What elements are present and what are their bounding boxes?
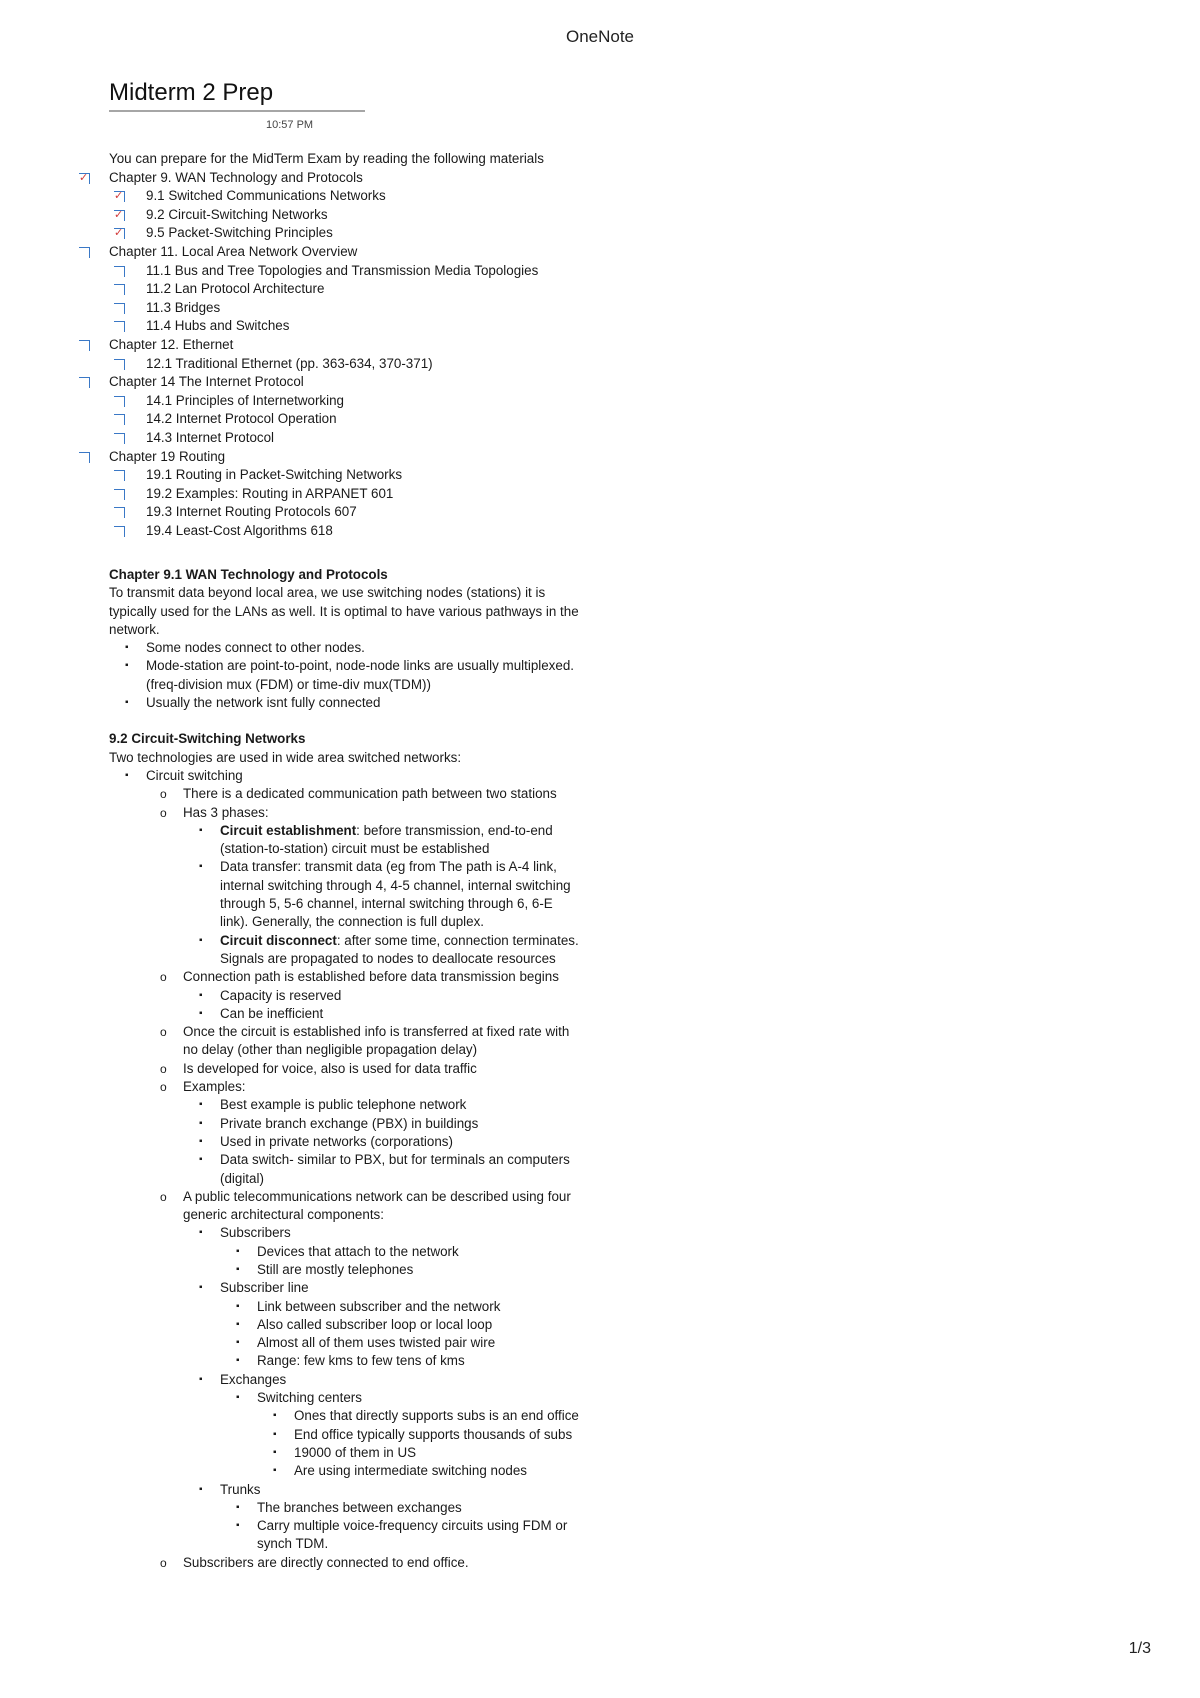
todo-label: 11.3 Bridges [146,299,221,315]
todo-label: 11.4 Hubs and Switches [146,318,290,334]
todo-label: 14.2 Internet Protocol Operation [146,411,337,427]
checkmark-icon: ✓ [114,208,124,221]
list-item: ▪ Some nodes connect to other nodes. [109,639,579,657]
sub-list [220,1298,579,1371]
checkbox-icon[interactable] [114,228,125,239]
list-item [146,968,579,1023]
todo-item [109,280,669,299]
sub-list [183,987,579,1024]
checkmark-icon: ✓ [114,227,124,240]
list-item [183,1279,579,1370]
todo-label: 9.2 Circuit-Switching Networks [146,206,328,222]
checkbox-icon[interactable] [114,396,125,407]
checkbox-icon[interactable] [114,526,125,537]
list-item [183,822,579,859]
list-item: ▪ Also called subscriber loop or local loop [220,1316,579,1334]
list-text: A public telecommunications network can be described using four generic architectural components: [183,1188,571,1223]
todo-label: 19.4 Least-Cost Algorithms 618 [146,522,333,538]
list-item: ▪ Almost all of them uses twisted pair wire [220,1334,579,1352]
todo-label: 12.1 Traditional Ethernet (pp. 363-634, 370-371) [146,355,433,371]
list-item: ▪ Used in private networks (corporations) [183,1133,579,1151]
app-title: OneNote [565,27,635,46]
list-item: ▪ Best example is public telephone network [183,1096,579,1114]
checkbox-icon[interactable] [79,247,90,258]
list-item: ▪ Data transfer: transmit data (eg from The path is A-4 link, internal switching through 4, 4-5 channel, internal switching through 5, 5-6 channel, internal switching through 6, 6-E link). Generally, the connection is full duplex. [183,858,579,931]
todo-item [109,392,669,411]
todo-item [109,429,669,448]
checkmark-icon: ✓ [114,190,124,203]
list-item [183,1481,579,1554]
todo-item [109,466,669,485]
bold-term: Circuit establishment [220,822,357,838]
list-item: ▪ Range: few kms to few tens of kms [220,1352,579,1370]
title-container [109,78,365,112]
todo-label: 19.1 Routing in Packet-Switching Networks [146,467,403,483]
checkbox-icon[interactable] [79,452,90,463]
list-item: ▪ Capacity is reserved [183,987,579,1005]
todo-label: 9.5 Packet-Switching Principles [146,225,333,241]
todo-label: 14.3 Internet Protocol [146,429,275,445]
list-text: Subscribers [220,1225,291,1241]
sub-list [257,1407,579,1480]
checkbox-icon[interactable] [114,321,125,332]
list-text: Connection path is established before data transmission begins [183,969,559,985]
list-item: ▪ The branches between exchanges [220,1499,579,1517]
list-text: Has 3 phases: [183,804,269,820]
checkbox-icon[interactable] [79,377,90,388]
page-title[interactable]: Midterm 2 Prep [109,79,274,106]
list-text: : after some time, connection terminates. Signals are propagated to nodes to deallocate resources [220,932,579,966]
todo-chapter-9 [79,169,669,188]
list-item: ▪ Data switch- similar to PBX, but for terminals an computers (digital) [183,1151,579,1188]
checkbox-icon[interactable] [114,266,125,277]
checkbox-icon[interactable] [79,340,90,351]
list-item: ▪ Can be inefficient [183,1005,579,1023]
todo-item [109,355,669,374]
paragraph: Two technologies are used in wide area switched networks: [109,749,462,765]
todo-chapter-11 [109,243,669,262]
checkbox-icon[interactable] [114,414,125,425]
list-item: o Is developed for voice, also is used for data traffic [146,1060,579,1078]
checkbox-icon[interactable] [114,191,125,202]
intro-text: You can prepare for the MidTerm Exam by reading the following materials [109,151,544,166]
list-item [109,767,579,1572]
list-text: Exchanges [220,1371,287,1387]
todo-label: Chapter 9. WAN Technology and Protocols [109,169,363,185]
checkbox-icon[interactable] [114,470,125,481]
todo-label: 14.1 Principles of Internetworking [146,392,344,408]
page-number: 1/3 [1128,1640,1151,1657]
todo-item [109,299,669,318]
todo-label: 9.1 Switched Communications Networks [146,188,386,204]
checkbox-icon[interactable] [114,359,125,370]
todo-label: Chapter 19 Routing [109,448,226,464]
list-item: ▪ Private branch exchange (PBX) in buildings [183,1115,579,1133]
sub-list [183,1096,579,1187]
list-item: o There is a dedicated communication path between two stations [146,785,579,803]
todo-item [109,317,669,336]
list-item: ▪ Are using intermediate switching nodes [257,1462,579,1480]
todo-label: 11.1 Bus and Tree Topologies and Transmission Media Topologies [146,262,539,278]
checkbox-icon[interactable] [114,507,125,518]
list-text: Examples: [183,1079,246,1095]
list-item: ▪ Ones that directly supports subs is an end office [257,1407,579,1425]
list-item: o Subscribers are directly connected to end office. [146,1554,579,1572]
bold-term: Circuit disconnect [220,932,337,948]
list-text: Subscriber line [220,1280,309,1296]
list-item: ▪ Still are mostly telephones [220,1261,579,1279]
sub-list [146,785,579,1572]
todo-label: Chapter 12. Ethernet [109,336,234,352]
checkmark-icon: ✓ [79,171,89,184]
todo-label: Chapter 14 The Internet Protocol [109,374,304,390]
list-text: Trunks [220,1481,261,1497]
paragraph: To transmit data beyond local area, we use switching nodes (stations) it is typically used for the LANs as well. It is optimal to have various pathways in the network. [109,585,579,637]
todo-chapter-19 [109,448,669,467]
list-item [183,1371,579,1481]
bullet-list [109,767,579,1572]
list-item [183,932,579,969]
list-item [146,804,579,969]
todo-item [109,485,669,504]
todo-label: 19.3 Internet Routing Protocols 607 [146,504,357,520]
checkbox-icon[interactable] [114,433,125,444]
list-item: o Once the circuit is established info is transferred at fixed rate with no delay (other than negligible propagation delay) [146,1023,579,1060]
todo-chapter-14 [109,373,669,392]
list-item: ▪ Link between subscriber and the network [220,1298,579,1316]
todo-label: 11.2 Lan Protocol Architecture [146,281,325,297]
list-item [220,1389,579,1480]
todo-item [109,410,669,429]
todo-item [109,206,669,225]
todo-item [109,187,669,206]
list-item [146,1078,579,1188]
list-text: Switching centers [257,1390,362,1406]
sub-list [220,1389,579,1480]
list-item: ▪ Mode-station are point-to-point, node-node links are usually multiplexed. (freq-division mux (FDM) or time-div mux(TDM)) [109,657,579,694]
todo-chapter-12 [109,336,669,355]
bullet-list [109,639,579,712]
sub-list [220,1243,579,1280]
checkbox-icon[interactable] [114,210,125,221]
section-heading: Chapter 9.1 WAN Technology and Protocols [109,567,388,582]
list-item: ▪ Usually the network isnt fully connected [109,694,579,712]
list-text: : before transmission, end-to-end (station-to-station) circuit must be established [220,822,553,857]
list-item [183,1224,579,1279]
section-heading: 9.2 Circuit-Switching Networks [109,731,306,747]
sub-list [183,1224,579,1553]
sub-list [220,1499,579,1554]
todo-label: 19.2 Examples: Routing in ARPANET 601 [146,485,394,501]
todo-label: Chapter 11. Local Area Network Overview [109,243,358,259]
list-text: Circuit switching [146,767,243,783]
checkbox-icon[interactable] [114,303,125,314]
list-item: ▪ Carry multiple voice-frequency circuits using FDM or synch TDM. [220,1517,579,1554]
list-item: ▪ Devices that attach to the network [220,1243,579,1261]
list-item [146,1188,579,1554]
checkbox-icon[interactable] [114,284,125,295]
todo-item [109,262,669,281]
note-body [109,566,579,1572]
reading-checklist [79,150,669,540]
todo-item [109,503,669,522]
todo-item [109,224,669,243]
checkbox-icon[interactable] [114,489,125,500]
list-item: ▪ End office typically supports thousands of subs [257,1426,579,1444]
checkbox-icon[interactable] [79,173,90,184]
todo-item [109,522,669,541]
list-item: ▪ 19000 of them in US [257,1444,579,1462]
sub-list [183,822,579,968]
note-timestamp: 10:57 PM [266,119,314,131]
